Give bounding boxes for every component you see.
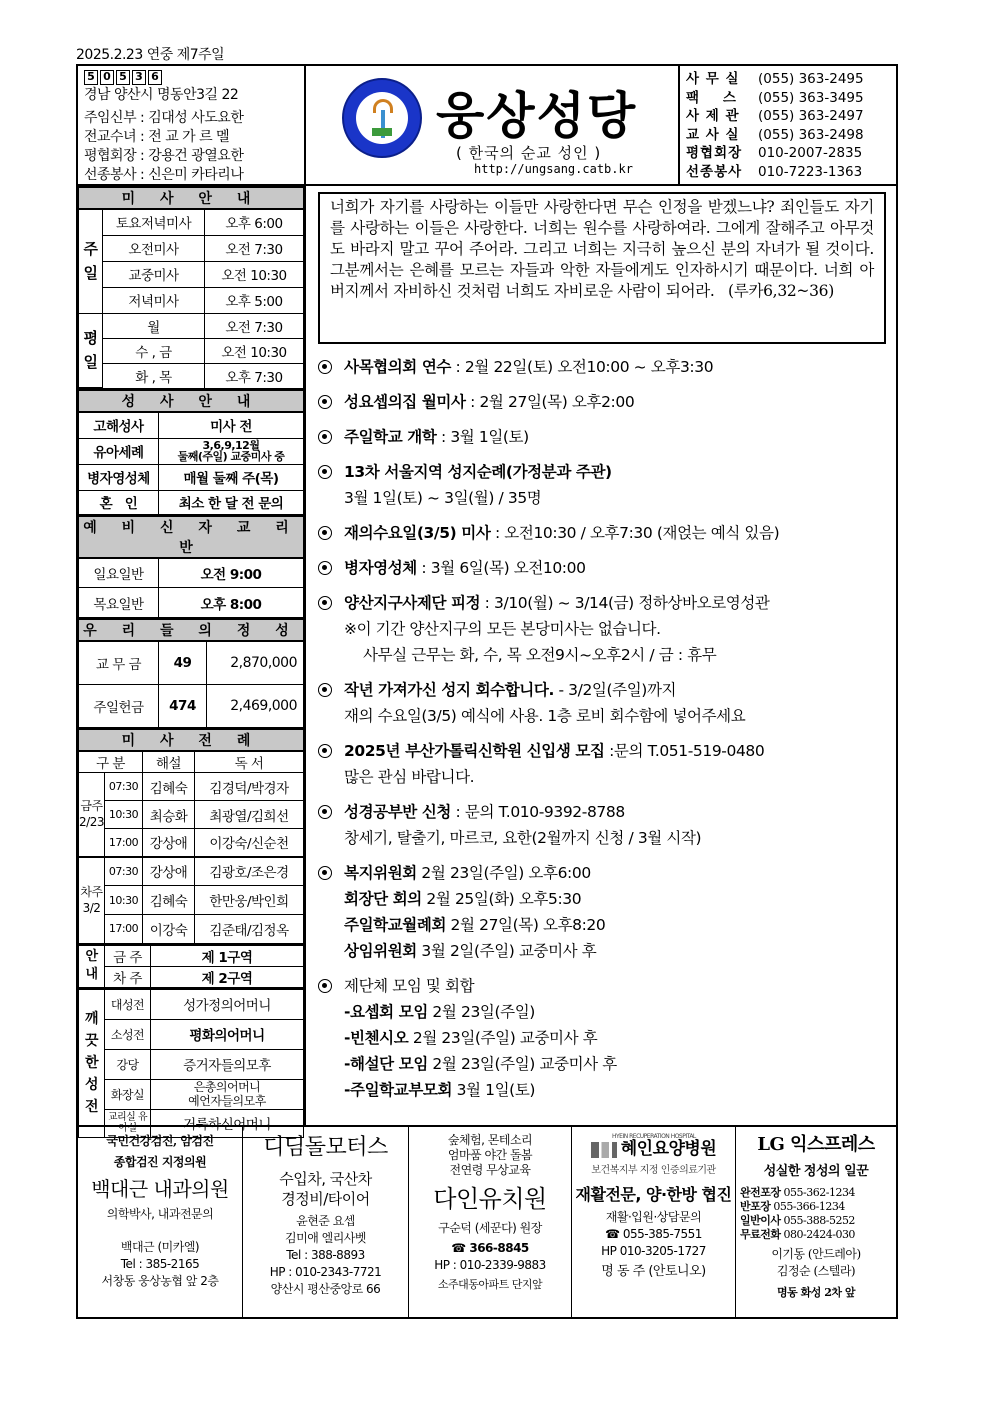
- ad-hospital: HYEIN RECUPERATION HOSPITAL 혜인요양병원 보건복지부 지정 인증의료기관 재활전문, 양·한방 협진 재활·입원·상담문의 ☎ 055-385-7551 HP 010-3205-1727 명 동 주 (안토니오): [572, 1127, 736, 1319]
- guide-label: 안 내: [79, 945, 105, 988]
- ad-clinic: 국민건강검진, 암검진 종합검진 지정의원 백대근 내과의원 의학박사, 내과전문의 백대근 (미카엘) Tel : 385-2165 서창동 웅상농협 앞 2층: [78, 1127, 243, 1319]
- announcement-item: 양산지구사제단 피정 : 3/10(월) ~ 3/14(금) 정하상바오로영성관 ※이 기간 양산지구의 모든 본당미사는 없습니다. 사무실 근무는 화, 수, 목 오전9시~오후2시 / 금 : 휴무: [316, 590, 896, 668]
- guide-table: 안 내 금 주 제 1구역 차 주 제 2구역: [78, 945, 304, 989]
- groups-item: 제단체 모임 및 회합 -요셉회 모임 2월 23일(주일) -빈첸시오 2월 23일(주일) 교중미사 후 -해설단 모임 2월 23일(주일) 교중미사 후 -주일학교부모회 3월 1일(토): [316, 973, 896, 1103]
- hospital-logo-icon: [591, 1142, 617, 1158]
- bulletin-page: [76, 64, 898, 1319]
- announcement-item: 2025년 부산가톨릭신학원 신입생 모집 :문의 T.051-519-0480 많은 관심 바랍니다.: [316, 738, 896, 790]
- announcement-item: 성경공부반 신청 : 문의 T.010-9392-8788 창세기, 탈출기, 마르코, 요한(2월까지 신청 / 3월 시작): [316, 799, 896, 851]
- contact-row: 팩 스 (055) 363-3495: [686, 89, 864, 106]
- scripture-reference: (루카6,32~36): [728, 282, 834, 300]
- radio-bullet-icon: [318, 805, 332, 819]
- radio-bullet-icon: [318, 744, 332, 758]
- contact-row: 사 제 관 (055) 363-2497: [686, 108, 864, 124]
- staff-row: 선종봉사 : 신은미 카타리나: [84, 167, 244, 183]
- offerings-table: 우 리 들 의 정 성 교 무 금 49 2,870,000 주일헌금 474 2,469,000: [78, 618, 304, 728]
- section-heading: 성 사 안 내: [79, 390, 304, 412]
- scripture-text: 너희가 자기를 사랑하는 이들만 사랑한다면 무슨 인정을 받겠느냐? 죄인들도 자기를 사랑하는 이들은 사랑한다. 너희는 원수를 사랑하여라. 그에게 잘해주고 아무것도 바라지 말고 꾸어 주어라. 그리고 너희는 지극히 높으신 분의 자녀가 될 것이다. 그분께서는 은혜를 모르는 자들과 악한 자들에게도 인자하시기 때문이다. 너희 아버지께서 자비하신 것처럼 너희도 자비로운 사람이 되어라.: [330, 198, 874, 300]
- announcement-item: 13차 서울지역 성지순례(가정분과 주관) 3월 1일(토) ~ 3일(월) / 35명: [316, 459, 896, 511]
- radio-bullet-icon: [318, 683, 332, 697]
- parish-subtitle: ( 한국의 순교 성인 ): [456, 144, 602, 162]
- zip-digit: 6: [148, 70, 162, 85]
- zip-digit: 3: [132, 70, 146, 85]
- phone-row: 완전포장 055-362-1234: [740, 1186, 855, 1199]
- cleaning-table: 깨 끗 한 성 전 대성전 성가정의어머니 소성전 평화의어머니 강당 증거자들의모후 화장실 은총의어머니 예언자들의모후 교리실 유아실 거룩하신어머니: [78, 989, 304, 1138]
- liturgy-table: 미 사 전 례 구 분 해설 독 서 금주 2/23 07:30 김혜숙 김경덕/박경자 10:30 최승화 최광열/김희선 17:00 강상애 이강숙/신순천 차주 3/2 07:30 강상애 김광호/조은경 10:30 김혜숙 한만웅/박인희 17:00 이강숙 김준태/김정옥: [78, 728, 304, 945]
- radio-bullet-icon: [318, 596, 332, 610]
- contact-row: 교 사 실 (055) 363-2498: [686, 126, 864, 143]
- scripture-box: [318, 192, 886, 344]
- advertisements: [78, 1125, 896, 1319]
- radio-bullet-icon: [318, 526, 332, 540]
- radio-bullet-icon: [318, 866, 332, 880]
- this-week-label: 금주 2/23: [79, 773, 105, 857]
- weekday-label: 평 일: [79, 313, 103, 388]
- parish-info: [78, 66, 306, 184]
- radio-bullet-icon: [318, 395, 332, 409]
- ad-moving: LG 익스프레스 성실한 정성의 일꾼 완전포장 055-362-1234 반포장 055-366-1234 일반이사 055-388-5252 무료전화 080-2424-030 이기동 (안드레아) 김정순 (스텔라) 명동 화성 2차 앞: [736, 1127, 896, 1319]
- radio-bullet-icon: [318, 360, 332, 374]
- sunday-label: 주 일: [79, 209, 103, 313]
- radio-bullet-icon: [318, 430, 332, 444]
- zip-digit: 5: [116, 70, 130, 85]
- announcement-item: 사목협의회 연수 : 2월 22일(토) 오전10:00 ~ 오후3:30: [316, 354, 896, 380]
- announcements: [316, 354, 896, 1112]
- sacraments-table: 성 사 안 내 고해성사 미사 전 유아세례 3,6,9,12월 둘째(주일) 교중미사 중 병자영성체 매월 둘째 주(목) 혼 인 최소 한 달 전 문의: [78, 389, 304, 515]
- section-heading: 예 비 신 자 교 리 반: [79, 516, 304, 558]
- section-heading: 미 사 전 례: [79, 729, 304, 751]
- phone-row: 반포장 055-366-1234: [740, 1200, 845, 1213]
- parish-logo-icon: [342, 78, 422, 158]
- address: 경남 양산시 명동안3길 22: [84, 87, 239, 103]
- radio-bullet-icon: [318, 561, 332, 575]
- zip-digit: 0: [100, 70, 114, 85]
- zip-code: [84, 70, 298, 85]
- zip-digit: 5: [84, 70, 98, 85]
- announcement-item: 주일학교 개학 : 3월 1일(토): [316, 424, 896, 450]
- announcement-item: 재의수요일(3/5) 미사 : 오전10:30 / 오후7:30 (재얹는 예식 있음): [316, 520, 896, 546]
- contact-list: [678, 66, 896, 184]
- radio-bullet-icon: [318, 465, 332, 479]
- section-heading: 우 리 들 의 정 성: [79, 619, 304, 641]
- radio-bullet-icon: [318, 979, 332, 993]
- contact-row: 선종봉사 010-7223-1363: [686, 163, 863, 180]
- ad-kindergarten: 숲체험, 몬테소리 엄마품 야간 돌봄 전연령 무상교육 다인유치원 구순덕 (세꾼다) 원장 ☎ 366-8845 HP : 010-2339-9883 소주대동아파트 단지앞: [409, 1127, 572, 1319]
- mass-schedule-table: 미 사 안 내 주 일 토요저녁미사 오후 6:00 오전미사 오전 7:30 교중미사 오전 10:30 저녁미사 오후 5:00 평 일 월 오전 7:30 수 , 금 오전 10:30 화 , 목 오후 7:30: [78, 186, 304, 389]
- phone-row: 일반이사 055-388-5252: [740, 1214, 855, 1227]
- phone-row: 무료전화 080-2424-030: [740, 1228, 855, 1241]
- ad-motors: 디딤돌모터스 수입차, 국산차 경정비/타이어 윤현준 요셉 김미애 엘리사벳 Tel : 388-8893 HP : 010-2343-7721 양산시 평산중앙로 66: [243, 1127, 409, 1319]
- cleaning-label: 깨 끗 한 성 전: [79, 989, 105, 1137]
- parish-title: 웅상성당: [436, 87, 638, 145]
- parish-url[interactable]: http://ungsang.catb.kr: [474, 162, 633, 176]
- masthead: [306, 66, 678, 184]
- announcement-item: 작년 가져가신 성지 회수합니다. - 3/2일(주일)까지 재의 수요일(3/5) 예식에 사용. 1층 로비 회수함에 넣어주세요: [316, 677, 896, 729]
- staff-row: 주임신부 : 김대성 사도요한: [84, 110, 244, 126]
- catechumen-table: 예 비 신 자 교 리 반 일요일반 오전 9:00 목요일반 오후 8:00: [78, 515, 304, 619]
- left-column: [78, 186, 306, 1134]
- contact-row: 사 무 실 (055) 363-2495: [686, 71, 864, 87]
- announcement-item: 성요셉의집 월미사 : 2월 27일(목) 오후2:00: [316, 389, 896, 415]
- meetings-item: 복지위원회 2월 23일(주일) 오후6:00 회장단 회의 2월 25일(화) 오후5:30 주일학교월례회 2월 27일(목) 오후8:20 상임위원회 3월 2일(주일) 교중미사 후: [316, 860, 896, 964]
- next-week-label: 차주 3/2: [79, 857, 105, 944]
- section-heading: 미 사 안 내: [79, 187, 304, 209]
- contact-row: 평협회장 010-2007-2835: [686, 145, 863, 161]
- bulletin-date: 2025.2.23 연중 제7주일: [76, 47, 225, 63]
- staff-row: 전교수녀 : 전 교 가 르 멜: [84, 129, 230, 145]
- announcement-item: 병자영성체 : 3월 6일(목) 오전10:00: [316, 555, 896, 581]
- staff-row: 평협회장 : 강용건 광열요한: [84, 148, 244, 164]
